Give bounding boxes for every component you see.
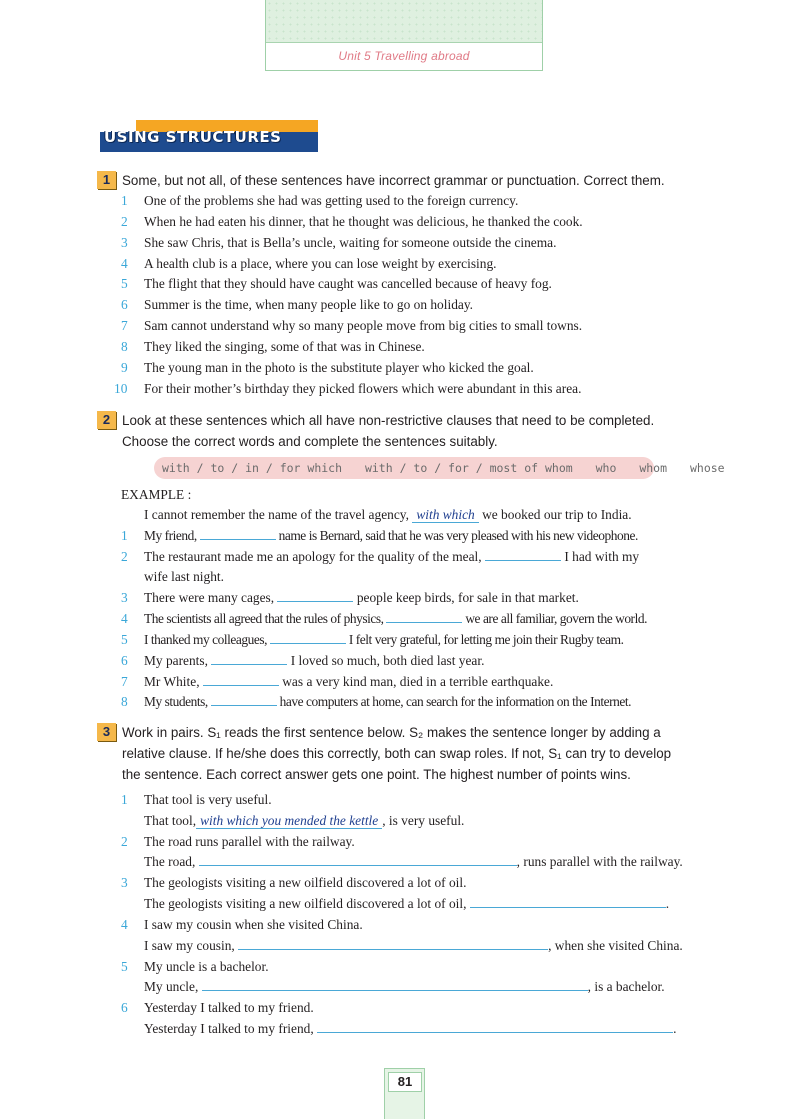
exercise-2-item [121, 590, 721, 606]
item-before: My friend, [144, 528, 197, 543]
word-option: with / to / for / most of whom [364, 461, 573, 475]
answer-after: , runs parallel with the railway. [516, 854, 683, 869]
exercise-3-item [121, 834, 721, 850]
item-number: 4 [121, 917, 128, 932]
item-sentence: My uncle is a bachelor. [144, 959, 269, 974]
example-label: EXAMPLE : [121, 487, 192, 502]
item-number: 2 [121, 834, 128, 849]
answer-before: The road, [144, 854, 196, 869]
item-number: 4 [121, 611, 128, 626]
exercise-3-item [121, 792, 721, 808]
item-number: 8 [121, 339, 128, 354]
exercise-3-answer-line [144, 938, 683, 954]
exercise-3-instruction-line-3: the sentence. Each correct answer gets one point. The highest number of points wins. [122, 767, 631, 782]
example-sentence [144, 507, 632, 523]
exercise-1-item [121, 193, 721, 209]
exercise-3-answer-line [144, 813, 464, 829]
header-pattern [266, 0, 542, 43]
exercise-3-answer-line [144, 854, 683, 870]
item-number: 9 [121, 360, 128, 375]
exercise-1-item [121, 214, 721, 230]
item-after: people keep birds, for sale in that market. [356, 590, 579, 605]
item-text: For their mother’s birthday they picked flowers which were abundant in this area. [144, 381, 582, 396]
exercise-2-item [121, 694, 721, 710]
item-number: 5 [121, 959, 128, 974]
answer-blank[interactable] [199, 854, 517, 866]
item-number: 5 [121, 276, 128, 291]
item-number: 7 [121, 674, 128, 689]
item-text: When he had eaten his dinner, that he thought was delicious, he thanked the cook. [144, 214, 583, 229]
answer-after: , is very useful. [382, 813, 465, 828]
item-after: I felt very grateful, for letting me join their Rugby team. [348, 632, 624, 647]
item-number: 3 [121, 875, 128, 890]
item-text: She saw Chris, that is Bella’s uncle, waiting for someone outside the cinema. [144, 235, 557, 250]
answer-after: , is a bachelor. [587, 979, 665, 994]
exercise-2-item [121, 611, 721, 627]
example-before: I cannot remember the name of the travel agency, [144, 507, 409, 522]
item-before: My parents, [144, 653, 208, 668]
exercise-1-item [121, 339, 721, 355]
exercise-3-item [121, 959, 721, 975]
exercise-2-item-continuation: wife last night. [144, 569, 224, 584]
page-number: 81 [388, 1072, 422, 1092]
answer-blank[interactable] [277, 590, 353, 602]
answer-before: That tool, [144, 813, 197, 828]
answer-blank[interactable] [203, 674, 279, 686]
answer-blank[interactable] [200, 528, 276, 540]
exercise-3-answer-line [144, 1021, 676, 1037]
answer-after: . [665, 896, 670, 911]
exercise-2-number: 2 [97, 411, 116, 429]
item-number: 8 [121, 694, 128, 709]
exercise-1-item [121, 297, 721, 313]
item-number: 6 [121, 1000, 128, 1015]
item-after: I loved so much, both died last year. [290, 653, 485, 668]
exercise-2-item [121, 653, 721, 669]
item-before: The scientists all agreed that the rules of physics, [144, 611, 384, 626]
model-answer: with which you mended the kettle [196, 813, 382, 829]
item-number: 3 [121, 235, 128, 250]
item-after: I had with my [564, 549, 640, 564]
exercise-1-item [121, 360, 721, 376]
exercise-3-item [121, 1000, 721, 1016]
item-sentence: That tool is very useful. [144, 792, 272, 807]
example-after: we booked our trip to India. [482, 507, 632, 522]
answer-after: , when she visited China. [548, 938, 683, 953]
exercise-1-item [121, 318, 721, 334]
exercise-1-number: 1 [97, 171, 116, 189]
exercise-3-item [121, 917, 721, 933]
section-banner [100, 120, 318, 154]
exercise-3-number: 3 [97, 723, 116, 741]
item-before: The restaurant made me an apology for the quality of the meal, [144, 549, 482, 564]
item-number: 1 [121, 792, 128, 807]
item-text: They liked the singing, some of that was in Chinese. [144, 339, 425, 354]
item-number: 1 [121, 528, 128, 543]
item-after: was a very kind man, died in a terrible earthquake. [282, 674, 554, 689]
exercise-1-instruction: Some, but not all, of these sentences have incorrect grammar or punctuation. Correct them. [122, 173, 665, 188]
word-option: with / to / in / for which [162, 461, 343, 475]
answer-before: My uncle, [144, 979, 199, 994]
item-after: name is Bernard, said that he was very pleased with his new videophone. [278, 528, 638, 543]
item-text: Sam cannot understand why so many people move from big cities to small towns. [144, 318, 583, 333]
answer-blank[interactable] [485, 549, 561, 561]
section-title: USING STRUCTURES [104, 128, 282, 146]
item-number: 2 [121, 214, 128, 229]
item-before: I thanked my colleagues, [144, 632, 268, 647]
item-sentence: I saw my cousin when she visited China. [144, 917, 363, 932]
exercise-3-item [121, 875, 721, 891]
answer-blank[interactable] [211, 694, 277, 706]
word-option: whose [689, 461, 725, 475]
item-text: One of the problems she had was getting used to the foreign currency. [144, 193, 519, 208]
unit-header-tab [265, 0, 543, 71]
answer-blank[interactable] [470, 896, 666, 908]
answer-before: I saw my cousin, [144, 938, 235, 953]
answer-before: Yesterday I talked to my friend, [144, 1021, 314, 1036]
exercise-3-instruction-line-2: relative clause. If he/she does this correctly, both can swap roles. If not, S₁ can try to develop [122, 746, 672, 761]
exercise-2-instruction-line-2: Choose the correct words and complete the sentences suitably. [122, 434, 498, 449]
exercise-1-item [121, 276, 721, 292]
answer-before: The geologists visiting a new oilfield discovered a lot of oil, [144, 896, 467, 911]
unit-label: Unit 5 Travelling abroad [338, 49, 470, 63]
exercise-3-instruction-line-1: Work in pairs. S₁ reads the first sentence below. S₂ makes the sentence longer by adding a [122, 725, 661, 740]
exercise-3-heading [97, 722, 727, 785]
item-number: 7 [121, 318, 128, 333]
exercise-2-item [121, 549, 721, 565]
answer-after: . [673, 1021, 677, 1036]
item-before: There were many cages, [144, 590, 275, 605]
exercise-1-item [121, 256, 721, 272]
item-after: we are all familiar, govern the world. [465, 611, 647, 626]
item-sentence: Yesterday I talked to my friend. [144, 1000, 314, 1015]
answer-blank[interactable] [238, 938, 548, 950]
item-sentence: The geologists visiting a new oilfield discovered a lot of oil. [144, 875, 467, 890]
exercise-2-item [121, 528, 721, 544]
exercise-1-heading [97, 170, 727, 191]
exercise-2-item [121, 632, 721, 648]
item-before: Mr White, [144, 674, 200, 689]
word-option: whom [639, 461, 668, 475]
answer-blank[interactable] [386, 611, 462, 623]
exercise-2-item [121, 674, 721, 690]
exercise-2-heading [97, 410, 727, 452]
item-text: Summer is the time, when many people like to go on holiday. [144, 297, 474, 312]
item-text: A health club is a place, where you can lose weight by exercising. [144, 256, 497, 271]
item-number: 6 [121, 653, 128, 668]
item-number: 5 [121, 632, 128, 647]
item-number: 6 [121, 297, 128, 312]
item-sentence: The road runs parallel with the railway. [144, 834, 355, 849]
word-option: who [595, 461, 617, 475]
word-box [154, 457, 725, 479]
answer-blank[interactable] [317, 1021, 673, 1033]
answer-blank[interactable] [202, 979, 588, 991]
item-before: My students, [144, 694, 208, 709]
item-after: have computers at home, can search for the information on the Internet. [279, 694, 632, 709]
answer-blank[interactable] [270, 632, 346, 644]
item-number: 10 [114, 381, 128, 396]
exercise-3-answer-line [144, 979, 665, 995]
exercise-3-answer-line [144, 896, 669, 912]
answer-blank[interactable] [211, 653, 287, 665]
exercise-2-instruction-line-1: Look at these sentences which all have non-restrictive clauses that need to be completed. [122, 413, 655, 428]
item-text: The flight that they should have caught was cancelled because of heavy fog. [144, 276, 552, 291]
item-number: 1 [121, 193, 128, 208]
example-answer: with which [412, 507, 478, 523]
item-number: 2 [121, 549, 128, 564]
exercise-1-item [121, 235, 721, 251]
exercise-1-item [114, 381, 714, 397]
item-text: The young man in the photo is the substitute player who kicked the goal. [144, 360, 534, 375]
item-number: 3 [121, 590, 128, 605]
item-number: 4 [121, 256, 128, 271]
